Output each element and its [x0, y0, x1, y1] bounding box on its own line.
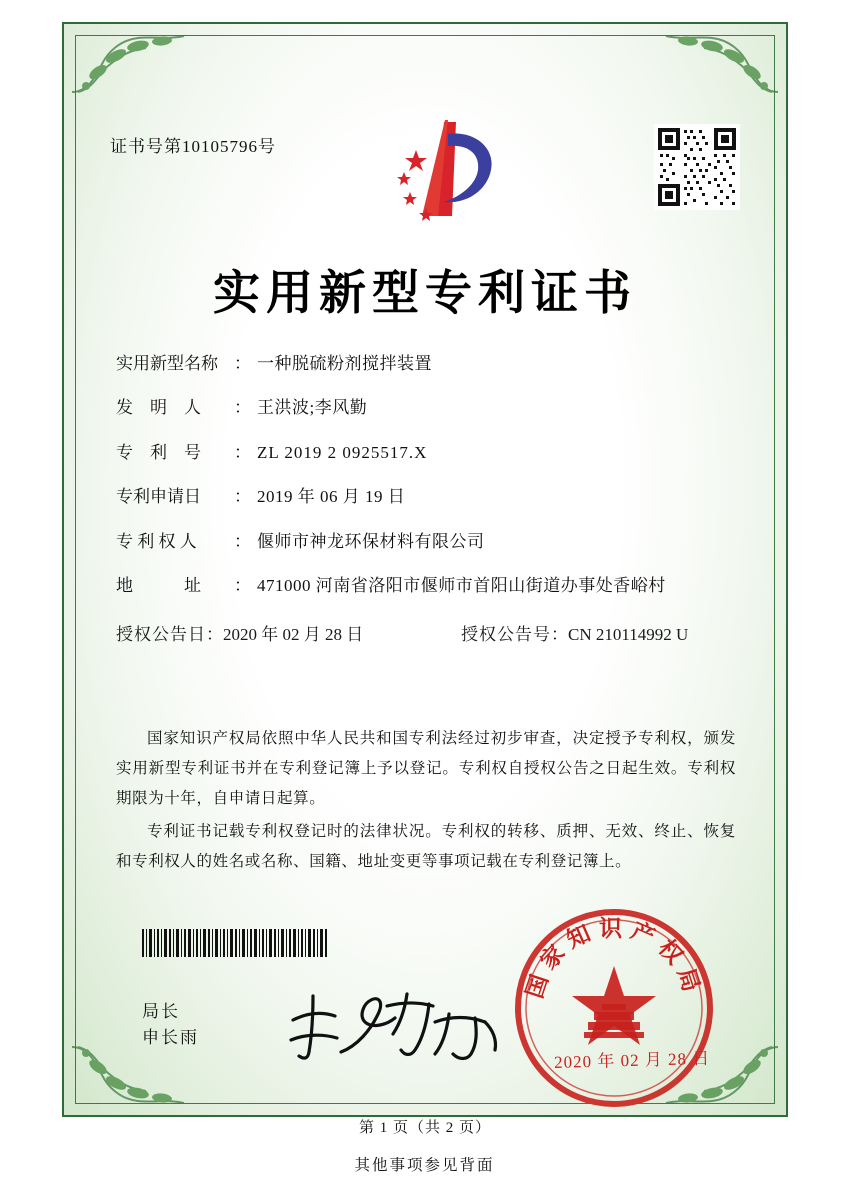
paragraph-1: 国家知识产权局依照中华人民共和国专利法经过初步审查，决定授予专利权，颁发实用新型专利证书并在专利登记簿上予以登记。专利权自授权公告之日起生效。专利权期限为十年，自申请日起算。 [116, 730, 736, 808]
field-value: CN 210114992 U [568, 625, 689, 645]
field-value: 王洪波;李风勤 [257, 398, 368, 418]
field-grant-date [116, 620, 461, 645]
field-value: 2019 年 06 月 19 日 [257, 487, 406, 507]
patent-certificate [62, 22, 788, 1136]
page-number: 第 1 页（共 2 页） [358, 1120, 491, 1136]
paragraph-2: 专利证书记载专利权登记时的法律状况。专利权的转移、质押、无效、终止、恢复和专利权人的姓名或名称、国籍、地址变更等事项记载在专利登记簿上。 [116, 822, 736, 870]
signature-labels [142, 999, 199, 1052]
corner-ornament-top-right [662, 26, 782, 96]
field-value: 一种脱硫粉剂搅拌装置 [257, 354, 432, 373]
field-label: 授权公告号 [461, 625, 551, 645]
field-label: 地 址 [116, 575, 201, 595]
field-colon: ： [234, 442, 251, 462]
official-seal [510, 904, 718, 1112]
qr-code-icon [654, 124, 740, 210]
seal-date: 2020 年 02 月 28 日 [553, 1048, 711, 1073]
corner-ornament-bottom-left [68, 1043, 188, 1113]
field-application-date [116, 487, 734, 507]
signature-name: 申长雨 [142, 1028, 199, 1048]
field-label: 实用新型名称 [116, 354, 218, 373]
legal-text-block [116, 724, 736, 879]
field-label: 专 利 号 [116, 442, 201, 462]
back-note: 其他事项参见背面 [354, 1157, 495, 1174]
field-address [116, 576, 734, 596]
field-colon: ： [234, 487, 251, 507]
handwritten-signature [279, 982, 509, 1068]
field-value: 偃师市神龙环保材料有限公司 [257, 531, 485, 551]
field-colon: ： [551, 625, 568, 645]
svg-text:国家知识产权局: 国家知识产权局 [521, 916, 707, 1002]
field-list [116, 354, 734, 655]
field-value: ZL 2019 2 0925517.X [257, 442, 428, 462]
certificate-number: 证书号第10105796号 [110, 137, 276, 156]
page-title: 实用新型专利证书 [213, 266, 637, 321]
field-utility-model-name [116, 354, 734, 374]
barcode [142, 929, 327, 957]
field-colon: ： [234, 575, 251, 595]
field-colon: ： [206, 625, 223, 645]
field-label: 专利申请日 [116, 487, 201, 507]
field-patent-number [116, 443, 734, 463]
field-inventor [116, 398, 734, 418]
field-colon: ： [234, 531, 251, 551]
field-value: 2020 年 02 月 28 日 [223, 625, 364, 645]
cnipa-logo-icon [382, 116, 512, 228]
field-value: 471000 河南省洛阳市偃师市首阳山街道办事处香峪村 [257, 575, 666, 595]
field-colon: ： [234, 354, 251, 373]
field-grant-row [116, 620, 734, 645]
field-grant-number [461, 620, 688, 645]
field-label: 授权公告日 [116, 625, 206, 645]
field-patentee [116, 532, 734, 552]
corner-ornament-top-left [68, 26, 188, 96]
field-label: 专 利 权 人 [116, 531, 197, 551]
signature-role: 局长 [142, 1002, 180, 1021]
field-label: 发 明 人 [116, 398, 201, 418]
field-colon: ： [234, 398, 251, 418]
